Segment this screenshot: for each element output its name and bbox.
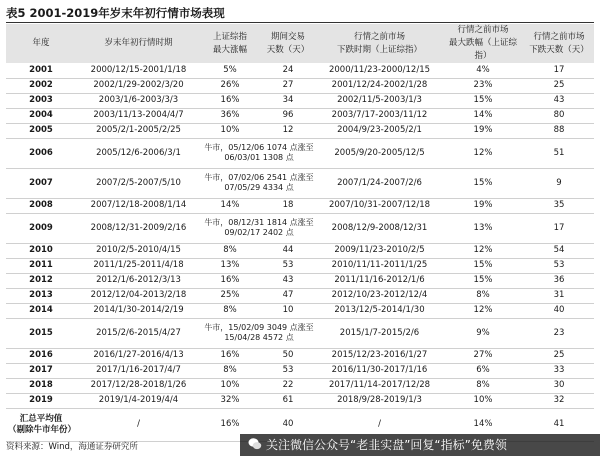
column-header: [201, 24, 259, 63]
cell-days: 43: [259, 273, 317, 288]
cell-prior-period: 2016/11/30-2017/1/16: [317, 363, 442, 378]
cell-days: 96: [259, 108, 317, 123]
table-title: 表5 2001-2019年岁末年初行情市场表现: [6, 3, 594, 23]
column-header: [6, 24, 76, 63]
cell-period: 2005/2/1-2005/2/25: [76, 123, 201, 138]
cell-prior-drop: 8%: [442, 288, 524, 303]
table-row: [6, 348, 594, 363]
cell-prior-days: 23: [524, 318, 594, 348]
cell-prior-drop: 15%: [442, 93, 524, 108]
cell-prior-period: 2007/1/24-2007/2/6: [317, 168, 442, 198]
table-row: [6, 273, 594, 288]
cell-prior-period: 2017/11/14-2017/12/28: [317, 378, 442, 393]
column-header-line: 下跌天数（天）: [529, 44, 589, 55]
source-note: 资料来源：Wind，海通证券研究所: [6, 442, 138, 452]
cell-gain: 牛市，08/12/31 1814 点涨至 09/02/17 2402 点: [201, 213, 317, 243]
cell-days: 27: [259, 78, 317, 93]
table-row: [6, 258, 594, 273]
cell-period: 2012/1/6-2012/3/13: [76, 273, 201, 288]
cell-gain: 13%: [201, 258, 259, 273]
cell-prior-days: 54: [524, 243, 594, 258]
cell-prior-days: 17: [524, 213, 594, 243]
cell-period: 2016/1/27-2016/4/13: [76, 348, 201, 363]
cell-gain: 14%: [201, 198, 259, 213]
cell-days: 18: [259, 198, 317, 213]
cell-prior-drop: 6%: [442, 363, 524, 378]
cell-days: 61: [259, 393, 317, 408]
cell-days: 22: [259, 378, 317, 393]
table-row: [6, 393, 594, 408]
cell-gain: 10%: [201, 378, 259, 393]
summary-cell-gain: 16%: [201, 408, 259, 441]
cell-days: 50: [259, 348, 317, 363]
column-header: [442, 24, 524, 63]
cell-prior-drop: 15%: [442, 168, 524, 198]
column-header: [259, 24, 317, 63]
table-row: [6, 378, 594, 393]
cell-gain: 10%: [201, 123, 259, 138]
cell-period: 2017/1/16-2017/4/7: [76, 363, 201, 378]
cell-period: 2011/1/25-2011/4/18: [76, 258, 201, 273]
column-header: [524, 24, 594, 63]
cell-prior-drop: 27%: [442, 348, 524, 363]
cell-year: 2009: [6, 213, 76, 243]
cell-year: 2013: [6, 288, 76, 303]
column-header-line: 年度: [32, 38, 50, 48]
cell-gain: 8%: [201, 243, 259, 258]
cell-period: 2019/1/4-2019/4/4: [76, 393, 201, 408]
cell-prior-days: 40: [524, 303, 594, 318]
cell-period: 2003/11/13-2004/4/7: [76, 108, 201, 123]
summary-cell-days: 40: [259, 408, 317, 441]
cell-prior-drop: 12%: [442, 303, 524, 318]
cell-year: 2015: [6, 318, 76, 348]
cell-prior-drop: 13%: [442, 213, 524, 243]
cell-prior-period: 2018/9/28-2019/1/3: [317, 393, 442, 408]
cell-year: 2001: [6, 63, 76, 78]
cell-prior-days: 80: [524, 108, 594, 123]
cell-days: 10: [259, 303, 317, 318]
cell-period: 2003/1/6-2003/3/3: [76, 93, 201, 108]
table-row: [6, 63, 594, 78]
cell-prior-drop: 15%: [442, 273, 524, 288]
header-row: [6, 24, 594, 63]
table-row: [6, 108, 594, 123]
cell-days: 44: [259, 243, 317, 258]
cell-year: 2017: [6, 363, 76, 378]
cell-period: 2014/1/30-2014/2/19: [76, 303, 201, 318]
cell-period: 2005/12/6-2006/3/1: [76, 138, 201, 168]
table-row: [6, 288, 594, 303]
column-header: [317, 24, 442, 63]
cell-period: 2015/2/6-2015/4/27: [76, 318, 201, 348]
column-header-line: 行情之前市场: [457, 25, 509, 35]
cell-year: 2007: [6, 168, 76, 198]
cell-year: 2004: [6, 108, 76, 123]
cell-prior-period: 2012/10/23-2012/12/4: [317, 288, 442, 303]
cell-gain: 8%: [201, 303, 259, 318]
cell-prior-drop: 10%: [442, 393, 524, 408]
cell-gain: 16%: [201, 93, 259, 108]
cell-prior-days: 31: [524, 288, 594, 303]
banner-text: 关注微信公众号“老韭实盘”回复“指标”免费领: [266, 438, 507, 452]
cell-days: 53: [259, 258, 317, 273]
table-row: [6, 243, 594, 258]
cell-prior-days: 25: [524, 348, 594, 363]
cell-period: 2000/12/15-2001/1/18: [76, 63, 201, 78]
column-header-line: 行情之前市场: [533, 31, 585, 42]
cell-year: 2008: [6, 198, 76, 213]
cell-prior-drop: 19%: [442, 123, 524, 138]
cell-gain: 牛市，05/12/06 1074 点涨至 06/03/01 1308 点: [201, 138, 317, 168]
cell-gain: 5%: [201, 63, 259, 78]
cell-prior-drop: 23%: [442, 78, 524, 93]
promo-banner[interactable]: [240, 434, 600, 456]
cell-prior-drop: 4%: [442, 63, 524, 78]
cell-prior-days: 17: [524, 63, 594, 78]
column-header-line: 下跌时期（上证综指）: [336, 44, 422, 55]
cell-gain: 16%: [201, 348, 259, 363]
table-row: [6, 198, 594, 213]
cell-prior-drop: 14%: [442, 108, 524, 123]
cell-prior-period: 2015/12/23-2016/1/27: [317, 348, 442, 363]
column-header-line: 上证综指: [212, 31, 247, 42]
summary-label-line: 汇总平均值: [19, 413, 63, 424]
cell-period: 2017/12/28-2018/1/26: [76, 378, 201, 393]
cell-period: 2007/2/5-2007/5/10: [76, 168, 201, 198]
cell-gain: 牛市，07/02/06 2541 点涨至 07/05/29 4334 点: [201, 168, 317, 198]
cell-days: 12: [259, 123, 317, 138]
column-header-line: 期间交易: [270, 31, 305, 42]
cell-year: 2011: [6, 258, 76, 273]
cell-year: 2010: [6, 243, 76, 258]
cell-prior-period: 2009/11/23-2010/2/5: [317, 243, 442, 258]
cell-period: 2012/12/04-2013/2/18: [76, 288, 201, 303]
cell-year: 2005: [6, 123, 76, 138]
cell-period: 2010/2/5-2010/4/15: [76, 243, 201, 258]
summary-cell-prior-days: 41: [524, 408, 594, 441]
cell-prior-period: 2004/9/23-2005/2/1: [317, 123, 442, 138]
cell-prior-drop: 19%: [442, 198, 524, 213]
cell-year: 2002: [6, 78, 76, 93]
cell-prior-days: 43: [524, 93, 594, 108]
table-row: [6, 213, 594, 243]
cell-gain: 牛市，15/02/09 3049 点涨至 15/04/28 4572 点: [201, 318, 317, 348]
cell-prior-drop: 15%: [442, 258, 524, 273]
column-header: [76, 24, 201, 63]
cell-days: 47: [259, 288, 317, 303]
cell-year: 2012: [6, 273, 76, 288]
cell-prior-period: 2008/12/9-2008/12/31: [317, 213, 442, 243]
cell-prior-period: 2003/7/17-2003/11/12: [317, 108, 442, 123]
cell-year: 2018: [6, 378, 76, 393]
cell-gain: 32%: [201, 393, 259, 408]
cell-year: 2014: [6, 303, 76, 318]
cell-gain: 16%: [201, 273, 259, 288]
cell-prior-drop: 8%: [442, 378, 524, 393]
cell-period: 2002/1/29-2002/3/20: [76, 78, 201, 93]
table-row: [6, 93, 594, 108]
cell-prior-drop: 9%: [442, 318, 524, 348]
cell-days: 53: [259, 363, 317, 378]
cell-prior-days: 51: [524, 138, 594, 168]
table-row: [6, 123, 594, 138]
cell-gain: 8%: [201, 363, 259, 378]
cell-prior-drop: 12%: [442, 138, 524, 168]
cell-prior-days: 25: [524, 78, 594, 93]
cell-prior-days: 32: [524, 393, 594, 408]
summary-label-line: （剔除牛市年份）: [8, 424, 77, 435]
cell-days: 24: [259, 63, 317, 78]
cell-prior-days: 36: [524, 273, 594, 288]
table-row: [6, 168, 594, 198]
cell-period: 2007/12/18-2008/1/14: [76, 198, 201, 213]
cell-prior-period: 2000/11/23-2000/12/15: [317, 63, 442, 78]
cell-prior-period: 2002/11/5-2003/1/3: [317, 93, 442, 108]
table-row: [6, 138, 594, 168]
table-body: [6, 63, 594, 441]
cell-prior-period: 2005/9/20-2005/12/5: [317, 138, 442, 168]
cell-prior-period: 2011/11/16-2012/1/6: [317, 273, 442, 288]
cell-days: 34: [259, 93, 317, 108]
cell-prior-days: 88: [524, 123, 594, 138]
column-header-line: 行情之前市场: [353, 31, 405, 42]
cell-year: 2003: [6, 93, 76, 108]
summary-cell-prior-drop: 14%: [442, 408, 524, 441]
cell-year: 2019: [6, 393, 76, 408]
cell-prior-days: 33: [524, 363, 594, 378]
wechat-icon: [248, 437, 262, 451]
cell-prior-days: 53: [524, 258, 594, 273]
cell-period: 2008/12/31-2009/2/16: [76, 213, 201, 243]
cell-year: 2006: [6, 138, 76, 168]
column-header-line: 最大跌幅（上证综指）: [448, 38, 517, 61]
market-table: [6, 24, 594, 442]
cell-gain: 25%: [201, 288, 259, 303]
table-row: [6, 78, 594, 93]
table-row: [6, 363, 594, 378]
cell-gain: 26%: [201, 78, 259, 93]
column-header-line: 天数（天）: [266, 44, 310, 55]
cell-prior-period: 2001/12/24-2002/1/28: [317, 78, 442, 93]
cell-prior-period: 2013/12/5-2014/1/30: [317, 303, 442, 318]
column-header-line: 最大涨幅: [212, 44, 247, 55]
cell-gain: 36%: [201, 108, 259, 123]
cell-prior-days: 35: [524, 198, 594, 213]
cell-prior-period: 2015/1/7-2015/2/6: [317, 318, 442, 348]
cell-prior-days: 30: [524, 378, 594, 393]
summary-cell-period: /: [76, 408, 201, 441]
column-header-line: 岁末年初行情时期: [104, 38, 173, 48]
cell-prior-drop: 12%: [442, 243, 524, 258]
cell-prior-period: 2010/11/11-2011/1/25: [317, 258, 442, 273]
cell-prior-days: 9: [524, 168, 594, 198]
table-row: [6, 303, 594, 318]
cell-year: 2016: [6, 348, 76, 363]
cell-prior-period: 2007/10/31-2007/12/18: [317, 198, 442, 213]
summary-cell-prior-period: /: [317, 408, 442, 441]
table-row: [6, 318, 594, 348]
summary-label: [6, 408, 76, 441]
